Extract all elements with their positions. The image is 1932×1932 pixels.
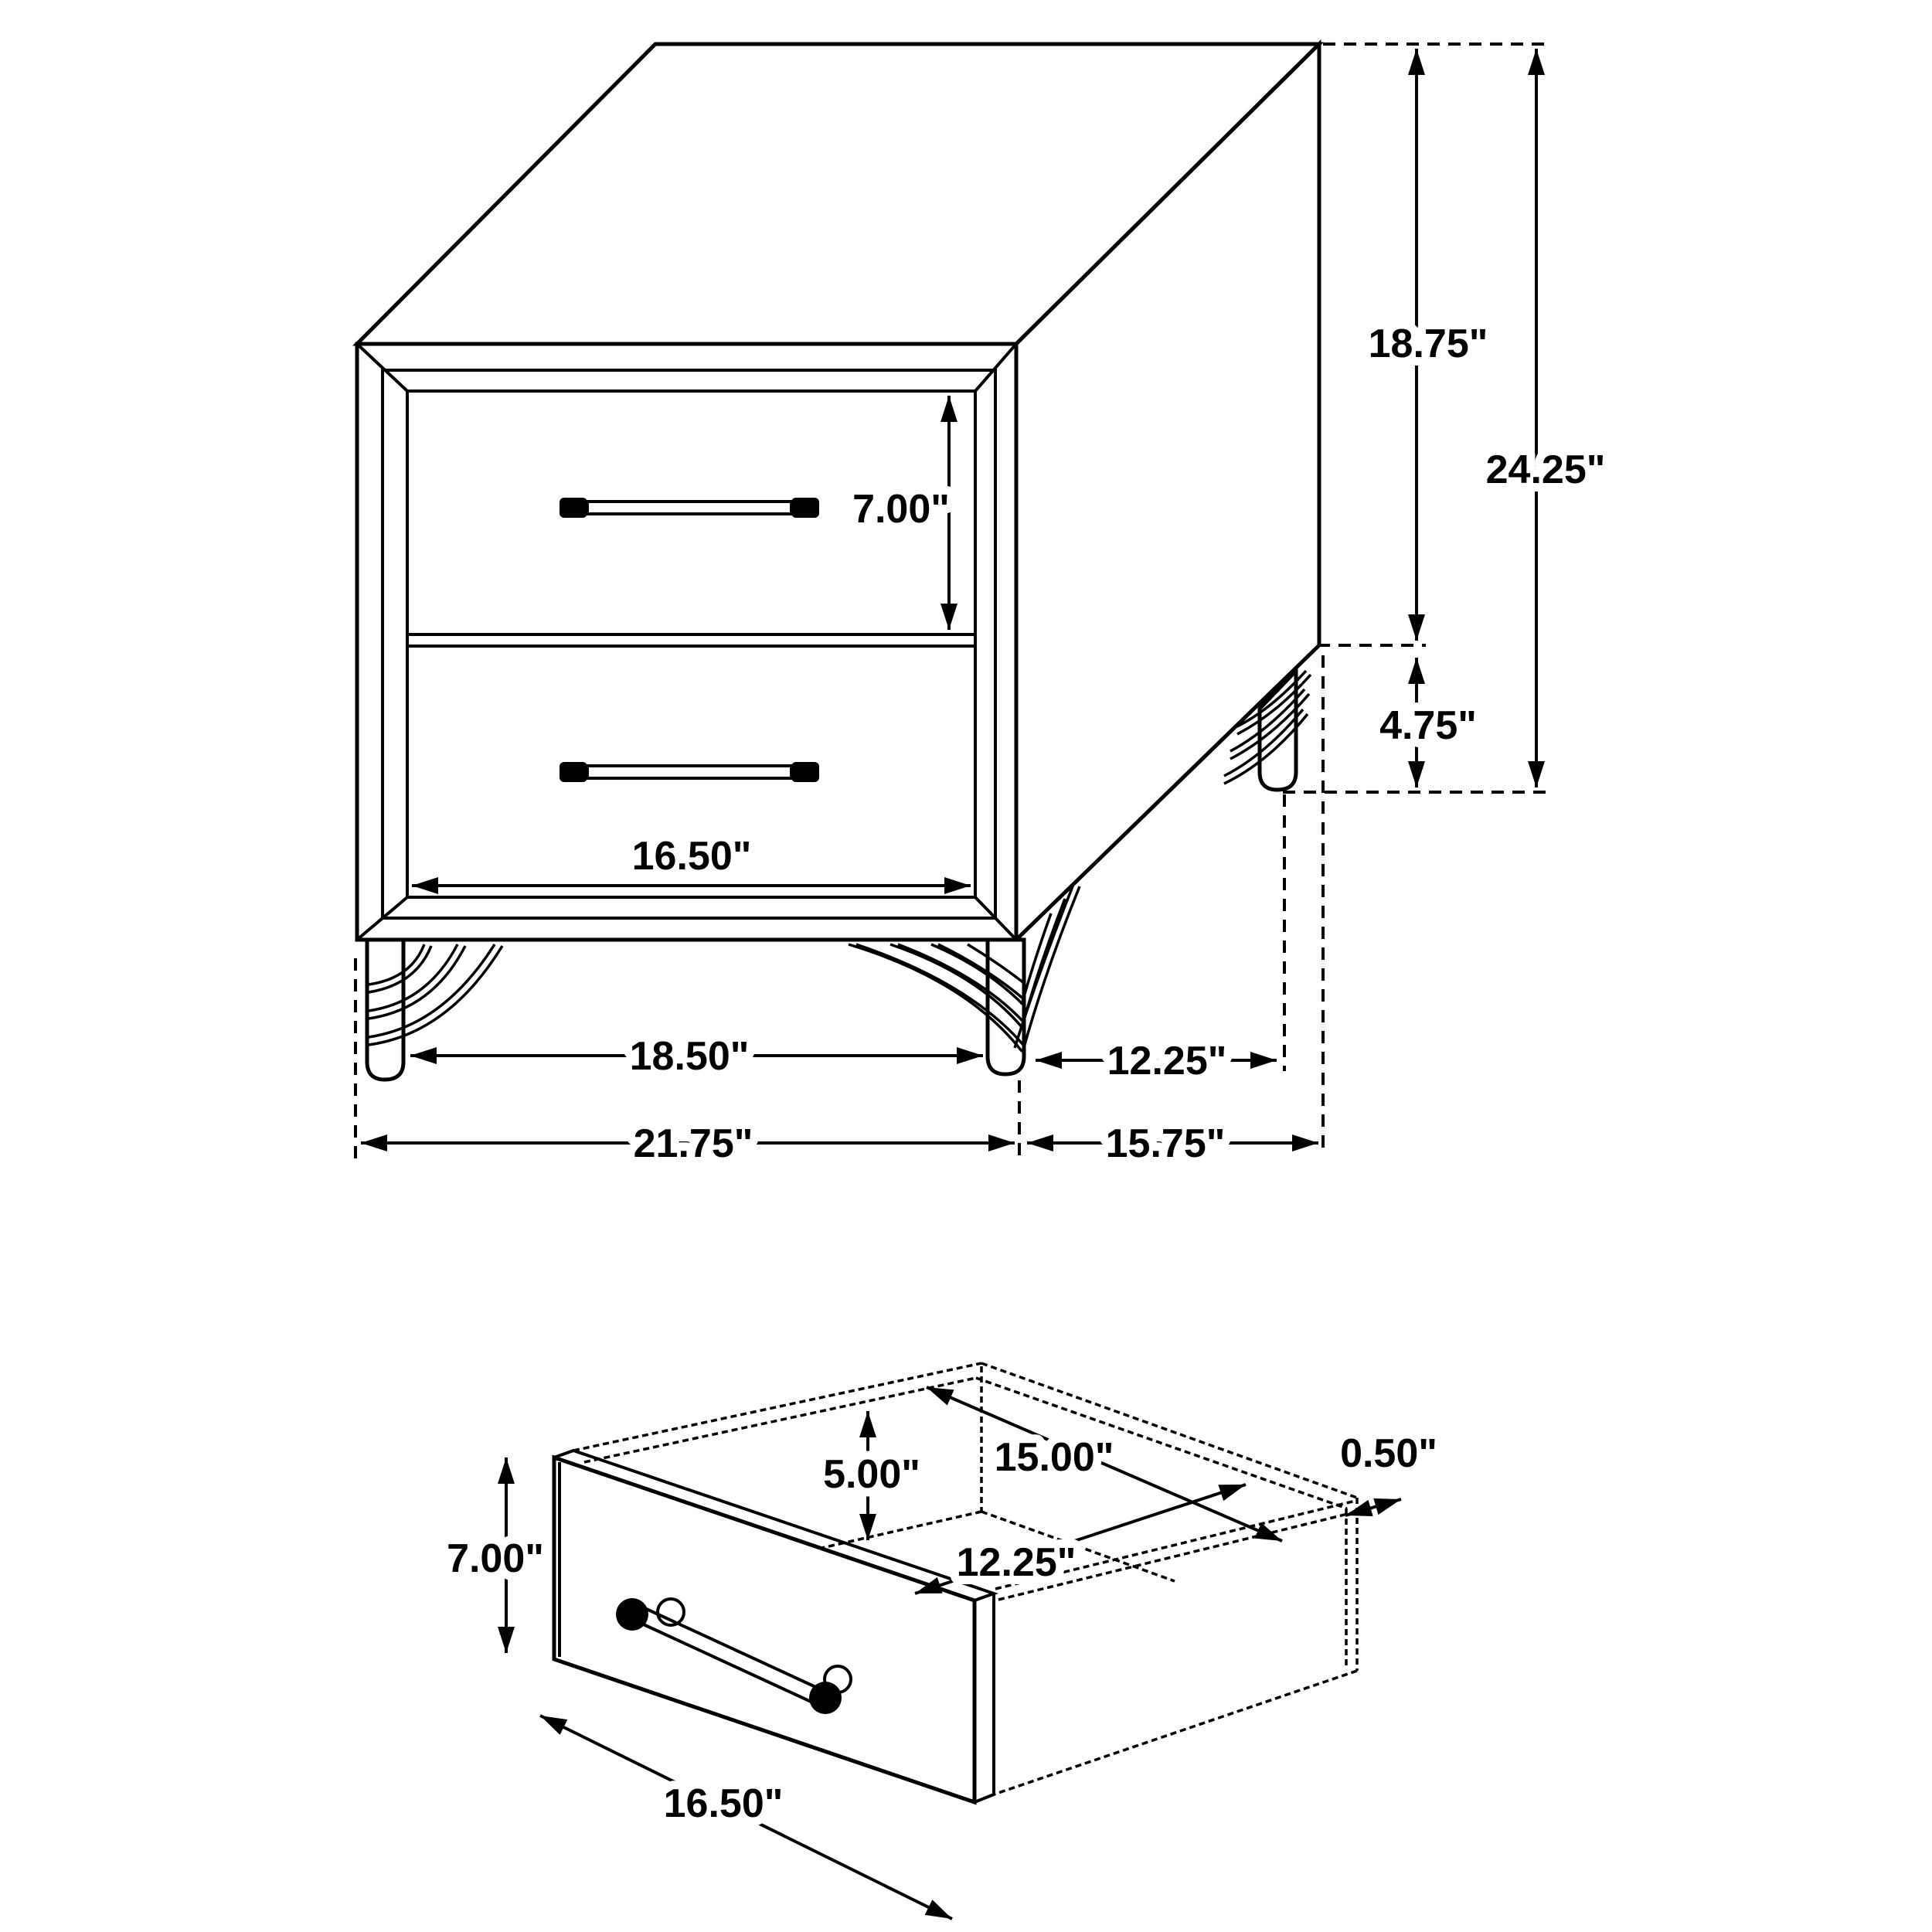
dim-drawer-front-width-label: 16.50" bbox=[631, 834, 752, 879]
top-drawer-handle bbox=[560, 498, 819, 518]
dim-overall-depth-label: 15.75" bbox=[1105, 1121, 1226, 1166]
handle-left-cap bbox=[560, 498, 587, 518]
dim-interior-depth-label: 12.25" bbox=[956, 1540, 1077, 1585]
bottom-drawer-handle bbox=[560, 762, 819, 782]
handle-bar bbox=[587, 502, 791, 514]
handle-left-cap bbox=[616, 1598, 648, 1631]
drawer-detail-view bbox=[447, 1363, 1437, 1919]
dim-overall-height-label: 24.25" bbox=[1485, 447, 1606, 492]
dim-panel-thickness-label: 0.50" bbox=[1340, 1431, 1437, 1476]
dim-body-height-label: 18.75" bbox=[1368, 321, 1488, 366]
dim-drawer-opening-height-label: 7.00" bbox=[852, 487, 950, 532]
left-wall-rim-outer bbox=[573, 1363, 981, 1451]
handle-bar bbox=[587, 766, 791, 778]
dim-overall-width-label: 21.75" bbox=[633, 1121, 753, 1166]
dim-panel-thickness-arrow bbox=[1345, 1499, 1401, 1515]
handle-right-cap bbox=[791, 762, 819, 782]
nightstand-body bbox=[357, 44, 1319, 940]
dim-front-height-label: 7.00" bbox=[447, 1536, 544, 1581]
dim-side-leg-spacing-label: 12.25" bbox=[1107, 1039, 1227, 1083]
left-wall-rim-inner bbox=[584, 1378, 976, 1462]
dim-leg-height-label: 4.75" bbox=[1379, 703, 1477, 748]
drawer-front-panel bbox=[554, 1451, 994, 1802]
dim-front-width-label: 16.50" bbox=[663, 1781, 784, 1826]
handle-left-cap bbox=[560, 762, 587, 782]
dim-interior-width-label: 15.00" bbox=[994, 1435, 1114, 1480]
dim-front-leg-spacing-label: 18.50" bbox=[629, 1034, 750, 1079]
front-panel-end-strip bbox=[975, 1594, 994, 1802]
front-panel-face bbox=[554, 1458, 975, 1802]
handle-right-cap bbox=[791, 498, 819, 518]
right-wall-bottom-edge bbox=[994, 1671, 1357, 1794]
dim-interior-height-label: 5.00" bbox=[823, 1452, 920, 1497]
nightstand-view bbox=[355, 44, 1605, 1166]
handle-right-cap bbox=[809, 1682, 842, 1714]
